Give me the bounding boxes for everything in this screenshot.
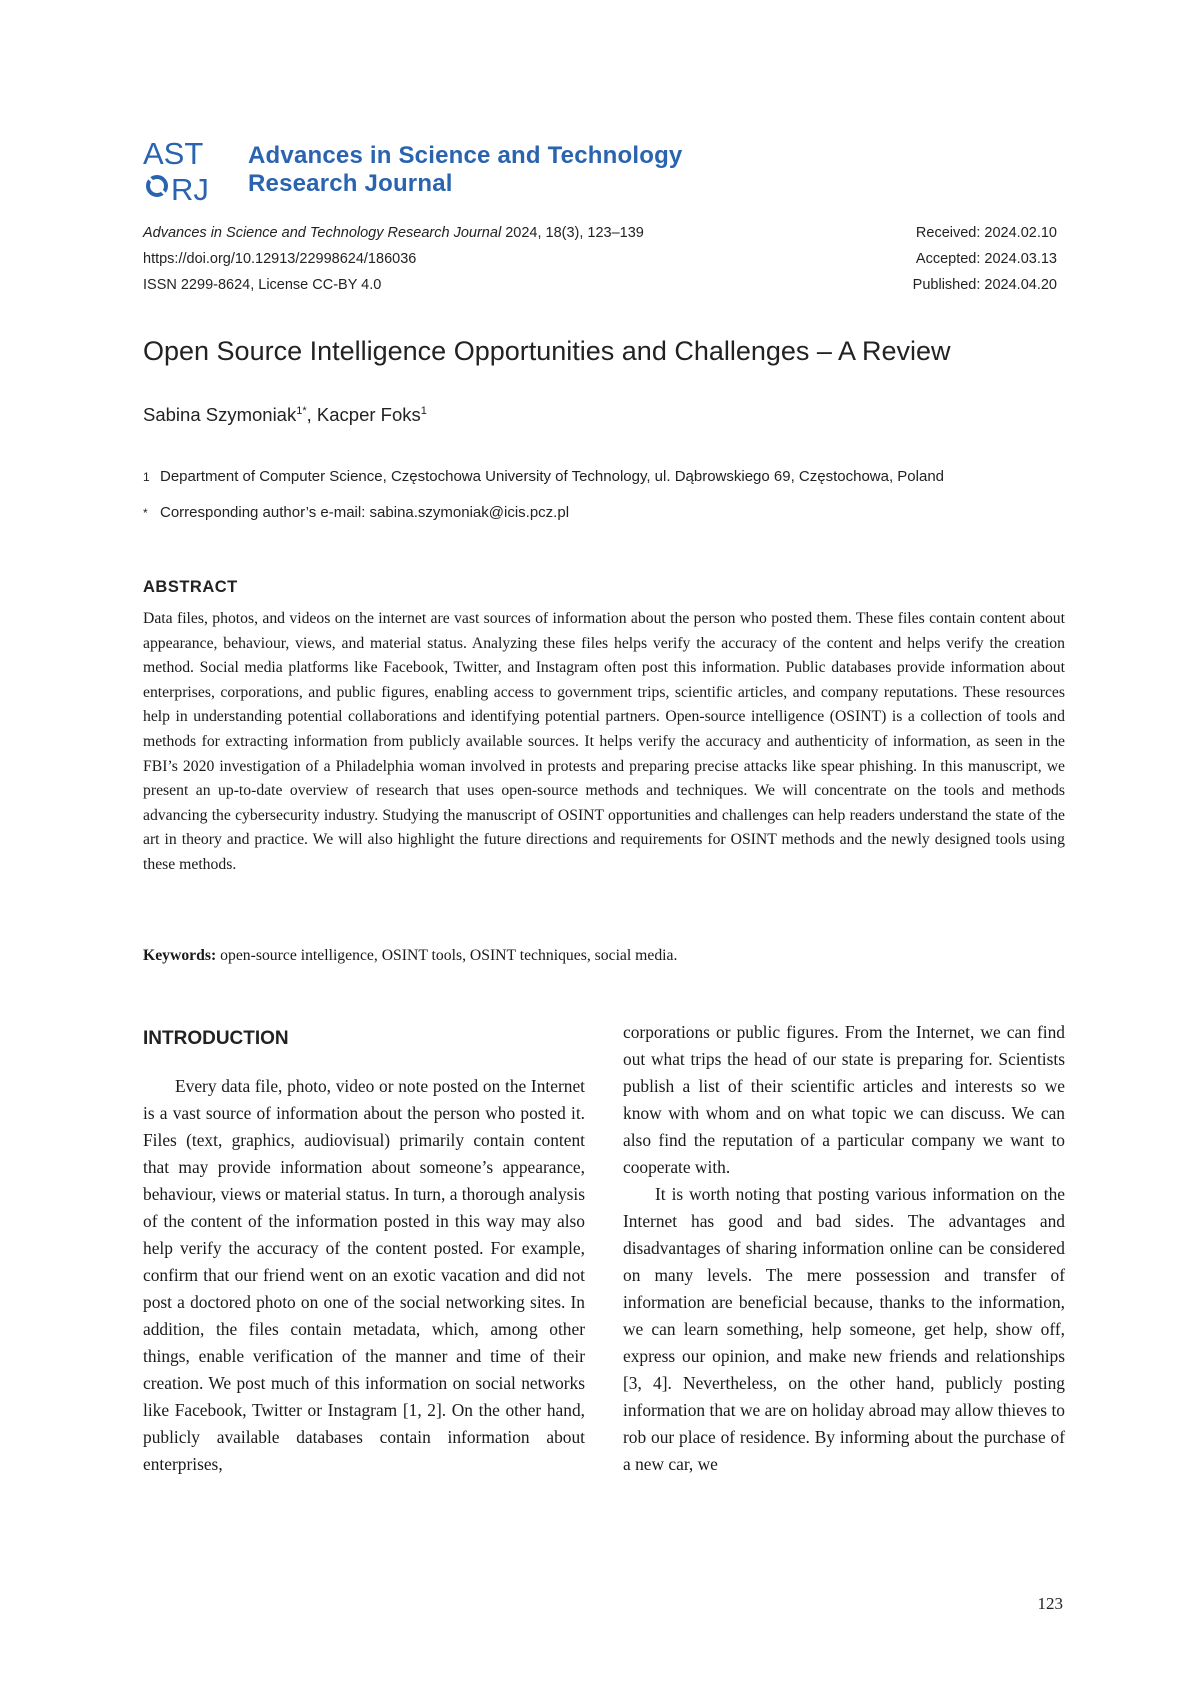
journal-name-line2: Research Journal [248,170,453,197]
journal-name-line1: Advances in Science and Technology [248,142,683,169]
article-title: Open Source Intelligence Opportunities and Challenges – A Review [143,336,951,366]
received-date: Received: 2024.02.10 [915,225,1057,241]
logo-text-top: AST [143,136,204,171]
page-number: 123 [1037,1594,1063,1613]
author-separator: , [306,404,317,425]
citation-journal: Advances in Science and Technology Research Journal [143,225,502,241]
keywords-label: Keywords: [143,947,217,964]
author-1: Sabina Szymoniak [143,404,297,425]
abstract-text: Data files, photos, and videos on the internet are vast sources of information about the person who posted them. These files contain content about appearance, behaviour, views, and material status. Analyzing these files helps verify the accuracy of the content and helps verify the creation method. Social media platforms like Facebook, Twitter, and Instagram often post this information. Public databases provide information about enterprises, corporations, and public figures, enabling access to government trips, scientific articles, and company reputations. These resources help in understanding potential collaborations and identifying potential partners. Open-source intelligence (OSINT) is a collection of tools and methods for extracting information from publicly available sources. It helps verify the accuracy and authenticity of information, as seen in the FBI’s 2020 investigation of a Philadelphia woman involved in protests and preparing precise attacks like spear phishing. In this manuscript, we present an up-to-date overview of research that uses open-source methods and techniques. We will concentrate on the tools and methods advancing the cybersecurity industry. Studying the manuscript of OSINT opportunities and challenges can help readers understand the state of the art in theory and practice. We will also highlight the future directions and requirements for OSINT methods and the newly designed tools using these methods. [143,610,1065,873]
introduction-heading: INTRODUCTION [143,1028,289,1049]
dates-block [757,220,1057,298]
affiliation-mark: 1 [143,470,150,484]
authors [143,404,427,426]
corresponding-text[interactable]: Corresponding author’s e-mail: sabina.szymoniak@icis.pcz.pl [160,504,570,521]
citation-volume: 2024, 18(3), 123–139 [501,225,644,241]
citation-line [143,220,843,246]
intro-paragraph-1: Every data file, photo, video or note posted on the Internet is a vast source of information about the person who posted it. Files (text, graphics, audiovisual) primarily contain content that may provide information about someone’s appearance, behaviour, views or material status. In turn, a thorough analysis of the content of the information posted in this way may also help verify the accuracy of the content posted. For example, confirm that our friend went on an exotic vacation and did not post a doctored photo on one of the social networking sites. In addition, the files contain metadata, which, among other things, enable verification of the manner and time of their creation. We post much of this information on social networks like Facebook, Twitter or Instagram [1, 2]. On the other hand, publicly available databases contain information about enterprises, [143,1076,585,1474]
corresponding-mark: * [143,506,148,520]
journal-logo [143,134,231,204]
column-right [623,1019,1065,1478]
journal-name [248,142,682,198]
accepted-date: Accepted: 2024.03.13 [915,251,1057,267]
doi-link[interactable]: https://doi.org/10.12913/22998624/186036 [143,251,417,267]
issn-license: ISSN 2299-8624, License CC-BY 4.0 [143,277,382,293]
intro-paragraph-2: It is worth noting that posting various information on the Internet has good and bad sides. The advantages and disadvantages of sharing information online can be considered on many levels. The mere possession and transfer of information are beneficial because, thanks to the information, we can learn something, help someone, get help, show off, express our opinion, and make new friends and relationships [3, 4]. Nevertheless, on the other hand, publicly posting information that we are on holiday abroad may allow thieves to rob our place of residence. By informing about the purchase of a new car, we [623,1184,1065,1474]
author-1-affiliation: 1* [296,404,307,417]
affiliations [143,464,1063,526]
affiliation-line [143,464,1063,490]
intro-paragraph-continued: corporations or public figures. From the Internet, we can find out what trips the head of our state is preparing for. Scientists publish a list of their scientific articles and interests so we know with whom and on what topic we can discuss. We can also find the reputation of a particular company we want to cooperate with. [623,1022,1065,1177]
keywords [143,944,1065,968]
author-2: Kacper Foks [316,404,421,425]
corresponding-line [143,500,1063,526]
abstract-heading: ABSTRACT [143,578,238,596]
column-left [143,1073,585,1478]
published-date: Published: 2024.04.20 [912,277,1057,293]
citation-block [143,220,843,298]
keywords-list: open-source intelligence, OSINT tools, OSINT techniques, social media. [216,947,678,964]
author-2-affiliation: 1 [420,404,427,417]
logo-text-bottom: RJ [171,172,209,204]
affiliation-text: Department of Computer Science, Częstochowa University of Technology, ul. Dąbrowskiego 69, Częstochowa, Poland [160,468,945,485]
